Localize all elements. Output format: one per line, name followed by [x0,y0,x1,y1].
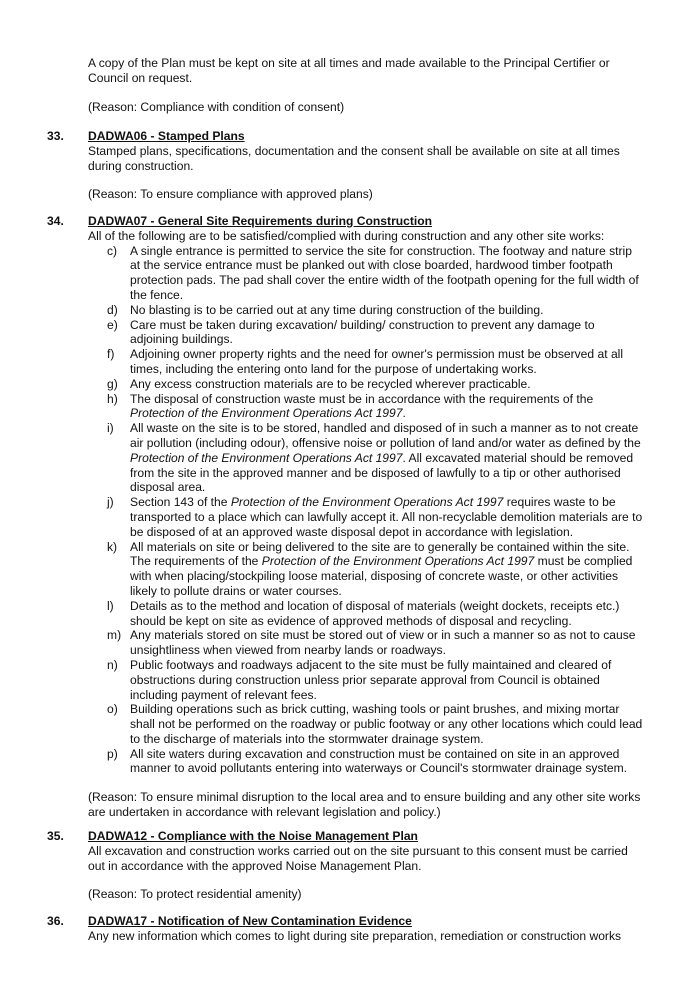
list-item-label: f) [107,347,115,362]
list-item-label: i) [107,421,114,436]
act-title: Protection of the Environment Operations Act 1997 [130,450,403,465]
condition-heading: DADWA07 - General Site Requirements during Construction [88,214,433,228]
list-item-label: m) [107,628,122,643]
list-item-text: Section 143 of the [130,495,231,510]
list-item [107,658,644,702]
list-item-text: All waste on the site is to be stored, handled and disposed of in such a manner as to not create air pollution (including odour), offensive noise or pollution of land and/or water as defined by the [130,421,641,450]
condition-number: 33. [47,129,64,143]
list-item [107,347,644,377]
list-item-label: n) [107,657,118,672]
list-item-label: l) [107,598,114,613]
intro-reason: (Reason: Compliance with condition of consent) [88,99,345,114]
list-item-text: Details as to the method and location of disposal of materials (weight dockets, receipts etc.) should be kept on site as evidence of approved methods of disposal and recycling. [130,598,620,628]
list-item-label: k) [107,539,118,554]
list-item-text: No blasting is to be carried out at any time during construction of the building. [130,302,544,317]
list-item [107,244,644,303]
condition-body: Any new information which comes to light during site preparation, remediation or construction works [88,928,622,943]
list-item-text: must be complied with when placing/stockpiling loose material, disposing of concrete waste, or other activities likely to pollute drains or water courses. [130,554,633,598]
list-item [107,628,644,658]
list-item-label: e) [107,317,118,332]
list-item-text: Any materials stored on site must be stored out of view or in such a manner so as not to cause unsightliness when viewed from nearby lands or roadways. [130,628,636,658]
condition-35 [88,829,644,902]
list-item [107,747,644,777]
condition-reason: (Reason: To protect residential amenity) [88,887,302,902]
condition-number: 35. [47,829,64,843]
act-title: Protection of the Environment Operations Act 1997 [261,554,535,569]
list-item-text: . [402,406,406,421]
list-item [107,318,644,348]
condition-body: All excavation and construction works carried out on the site pursuant to this consent must be carried out in accordance with the approved Noise Management Plan. [88,843,628,873]
intro-text: A copy of the Plan must be kept on site at all times and made available to the Principal Certifier or Council on request. [88,56,610,85]
list-item [107,495,644,539]
list-item [107,599,644,629]
list-item-text: Public footways and roadways adjacent to the site must be fully maintained and cleared of obstructions during construction unless prior separate approval from Council is obtained including payment of relevant fees. [130,657,612,702]
list-item-label: j) [107,495,114,510]
condition-heading: DADWA17 - Notification of New Contamination Evidence [88,914,412,928]
condition-number: 36. [47,914,64,928]
condition-heading: DADWA12 - Compliance with the Noise Management Plan [88,829,418,843]
intro-section [88,56,644,114]
list-item-label: p) [107,746,118,761]
list-item-text: Any excess construction materials are to be recycled wherever practicable. [130,376,531,391]
list-item-text: All materials on site or being delivered to the site are to generally be contained within the site. The requirements of the [130,539,630,569]
condition-body: Stamped plans, specifications, documentation and the consent shall be available on site at all times during construction. [88,143,620,173]
list-item-label: c) [107,243,118,258]
list-item-text: requires waste to be transported to a place which can lawfully accept it. All non-recyclable demolition materials are to be disposed of at an approved waste disposal depot in accordance with legislation. [130,495,643,539]
list-item [107,377,644,392]
list-item-label: o) [107,702,118,717]
condition-33 [88,129,644,202]
list-item [107,702,644,746]
list-item-text: All site waters during excavation and construction must be contained on site in an approved manner to avoid pollutants entering into waterways or Council's stormwater drainage system. [130,746,628,776]
requirements-list [88,244,644,777]
condition-reason: (Reason: To ensure minimal disruption to the local area and to ensure building and any other site works are undertaken in accordance with relevant legislation and policy.) [88,790,641,820]
list-item [107,303,644,318]
list-item-label: h) [107,391,118,406]
condition-intro: All of the following are to be satisfied/complied with during construction and any other site works: [88,228,605,243]
condition-number: 34. [47,214,64,228]
list-item-label: d) [107,302,118,317]
list-item [107,392,644,422]
act-title: Protection of the Environment Operations Act 1997 [230,495,504,510]
list-item-text: Adjoining owner property rights and the need for owner's permission must be observed at all times, including the entering onto land for the purpose of undertaking works. [130,347,624,376]
list-item-text: The disposal of construction waste must be in accordance with the requirements of the [130,391,594,406]
list-item-label: g) [107,376,118,391]
list-item [107,421,644,495]
list-item [107,540,644,599]
list-item-text: A single entrance is permitted to service the site for construction. The footway and nature strip at the service entrance must be planked out with close boarded, hardwood timber footpath protection pads. The pad shall cover the entire width of the footpath opening for the full width of the fence. [130,243,639,302]
list-item-text: . All excavated material should be removed from the site in the approved manner and be disposed of lawfully to a tip or other authorised disposal area. [130,450,634,495]
act-title: Protection of the Environment Operations Act 1997 [130,406,403,421]
list-item-text: Building operations such as brick cutting, washing tools or paint brushes, and mixing mortar shall not be performed on the roadway or public footway or any other locations which could lead to the discharge of materials into the stormwater drainage system. [130,702,643,746]
condition-34 [88,214,644,820]
list-item-text: Care must be taken during excavation/ building/ construction to prevent any damage to adjoining buildings. [130,317,595,347]
condition-heading: DADWA06 - Stamped Plans [88,129,245,143]
condition-reason: (Reason: To ensure compliance with approved plans) [88,187,373,202]
condition-36 [88,914,644,944]
